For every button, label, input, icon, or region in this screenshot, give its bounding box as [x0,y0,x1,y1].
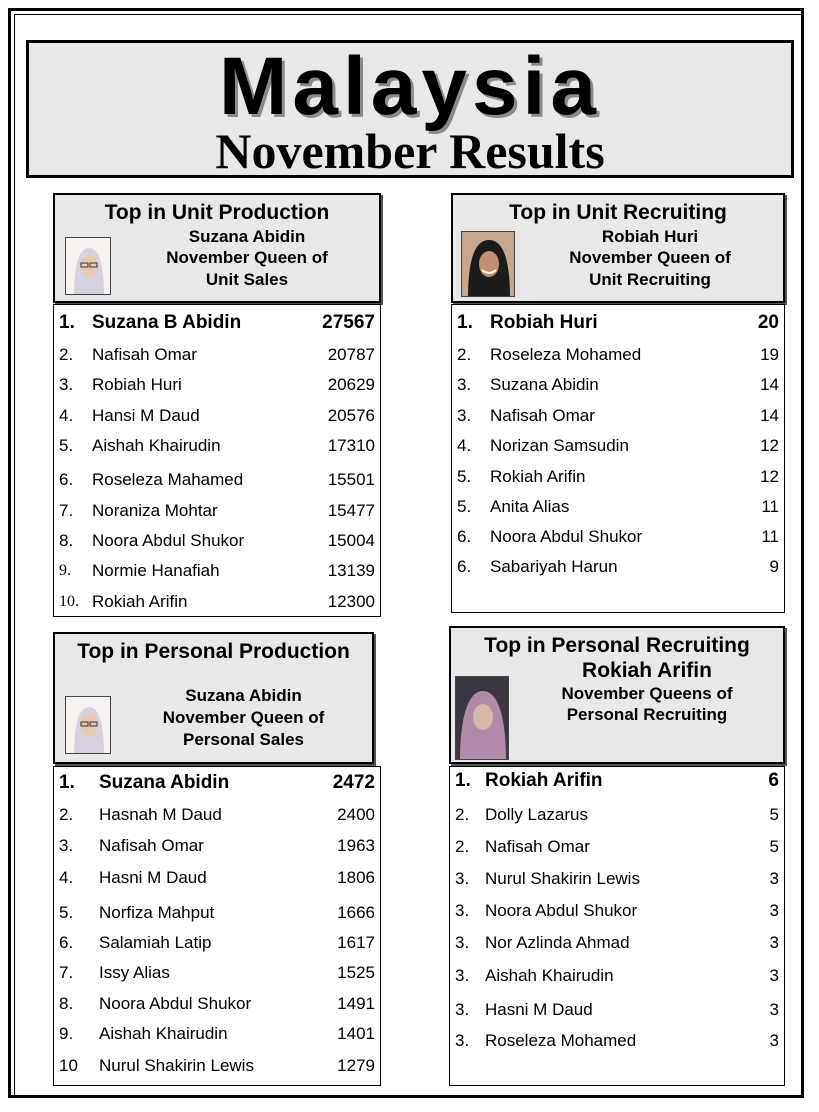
personal-recruiting-award-line1: November Queens of [561,684,733,703]
unit-production-list [53,304,381,617]
rank: 3. [59,375,74,394]
member-name: Nor Azlinda Ahmad [485,933,630,952]
member-name: Noora Abdul Shukor [92,531,245,550]
score-value: 3 [769,869,779,888]
rank: 8. [59,994,74,1013]
rank: 2. [59,805,74,824]
list-item [54,310,380,336]
score-value: 15501 [327,470,375,489]
member-name: Rokiah Arifin [92,592,188,611]
score-value: 20629 [327,375,375,394]
member-name: Noraniza Mohtar [92,501,218,520]
member-name: Aishah Khairudin [99,1024,228,1043]
member-name: Suzana Abidin [99,772,230,793]
winner-photo [455,676,509,760]
score-value: 12300 [327,592,375,611]
score-value: 1617 [337,933,375,952]
rank: 3. [455,1031,470,1050]
score-value: 5 [769,837,779,856]
list-item [452,342,784,368]
list-item [54,342,380,368]
list-item [452,433,784,459]
member-name: Roseleza Mohamed [485,1031,637,1050]
unit-recruiting-award-line2: Unit Recruiting [589,270,711,289]
score-value: 1963 [337,836,375,855]
list-item [450,802,784,828]
rank: 9. [59,1024,74,1043]
score-value: 17310 [327,436,375,455]
rank: 5. [457,497,472,516]
score-value: 27567 [322,312,375,333]
rank: 10 [59,1056,78,1075]
list-item [54,865,380,891]
score-value: 1525 [337,963,375,982]
rank: 1. [59,312,75,333]
score-value: 3 [769,1031,779,1050]
rank: 6. [457,557,472,576]
winner-photo [461,231,515,297]
member-name: Roseleza Mohamed [490,345,642,364]
member-name: Normie Hanafiah [92,561,220,580]
score-value: 15004 [327,531,375,550]
list-item [452,464,784,490]
list-item [54,802,380,828]
rank: 2. [455,805,470,824]
member-name: Dolly Lazarus [485,805,588,824]
score-value: 1279 [337,1056,375,1075]
score-value: 2400 [337,805,375,824]
score-value: 20787 [327,345,375,364]
list-item [54,467,380,493]
list-item [452,494,784,520]
score-value: 1806 [337,868,375,887]
member-name: Salamiah Latip [99,933,212,952]
personal-production-award-line2: Personal Sales [183,730,304,749]
unit-recruiting-list [451,304,785,613]
list-item [54,991,380,1017]
member-name: Suzana B Abidin [92,312,242,333]
rank: 8. [59,531,74,550]
member-name: Norfiza Mahput [99,903,215,922]
unit-recruiting-heading: Top in Unit Recruiting [509,201,727,224]
member-name: Nafisah Omar [485,837,590,856]
rank: 4. [59,406,74,425]
list-item [54,900,380,926]
rank: 5. [457,467,472,486]
personal-recruiting-header [449,626,785,764]
unit-production-winner: Suzana Abidin [188,227,306,246]
member-name: Noora Abdul Shukor [490,527,643,546]
winner-photo [65,237,111,295]
unit-recruiting-award-line1: November Queen of [569,248,731,267]
list-item [450,963,784,989]
list-item [54,528,380,554]
list-item [452,310,784,336]
score-value: 2472 [332,772,375,793]
title-banner [26,40,794,178]
score-value: 1491 [337,994,375,1013]
list-item [450,997,784,1023]
rank: 10. [59,593,79,610]
score-value: 20 [757,312,779,333]
rank: 4. [457,436,472,455]
rank: 4. [59,868,74,887]
list-item [54,1021,380,1047]
page-title: Malaysia [219,41,601,132]
rank: 7. [59,963,74,982]
list-item [450,1028,784,1054]
winner-photo [65,696,111,754]
score-value: 3 [769,1000,779,1019]
rank: 5. [59,436,74,455]
score-value: 11 [761,527,779,546]
personal-production-heading: Top in Personal Production [77,640,350,663]
rank: 2. [59,345,74,364]
member-name: Issy Alias [99,963,170,982]
member-name: Robiah Huri [92,375,182,394]
list-item [54,558,380,584]
list-item [452,554,784,580]
personal-production-winner: Suzana Abidin [185,686,302,705]
list-item [450,930,784,956]
score-value: 6 [768,770,779,791]
unit-production-header [53,193,381,303]
rank: 7. [59,501,74,520]
score-value: 3 [769,933,779,952]
unit-recruiting-header [451,193,785,303]
member-name: Nafisah Omar [92,345,197,364]
member-name: Nurul Shakirin Lewis [99,1056,254,1075]
member-name: Aishah Khairudin [92,436,221,455]
score-value: 20576 [327,406,375,425]
unit-recruiting-winner: Robiah Huri [601,227,699,246]
list-item [54,403,380,429]
member-name: Aishah Khairudin [485,966,614,985]
personal-production-award-line1: November Queen of [162,708,325,727]
score-value: 14 [760,406,779,425]
rank: 2. [455,837,470,856]
list-item [54,770,380,796]
member-name: Sabariyah Harun [490,557,618,576]
rank: 1. [455,770,471,791]
list-item [450,768,784,794]
member-name: Suzana Abidin [490,375,599,394]
rank: 3. [59,836,74,855]
member-name: Hansi M Daud [92,406,200,425]
list-item [54,589,380,615]
list-item [450,898,784,924]
member-name: Robiah Huri [490,312,598,333]
rank: 3. [455,1000,470,1019]
score-value: 14 [760,375,779,394]
rank: 3. [455,966,470,985]
rank: 1. [59,772,75,793]
unit-production-award-line2: Unit Sales [205,270,289,289]
member-name: Noora Abdul Shukor [485,901,638,920]
score-value: 1401 [337,1024,375,1043]
list-item [54,960,380,986]
rank: 3. [455,933,470,952]
personal-recruiting-list [449,766,785,1086]
score-value: 3 [769,966,779,985]
rank: 6. [59,470,74,489]
unit-production-heading: Top in Unit Production [104,201,330,224]
personal-recruiting-award-line2: Personal Recruiting [566,705,728,724]
member-name: Norizan Samsudin [490,436,629,455]
list-item [54,833,380,859]
rank: 9. [59,562,71,579]
rank: 5. [59,903,74,922]
score-value: 3 [769,901,779,920]
member-name: Roseleza Mahamed [92,470,244,489]
member-name: Nurul Shakirin Lewis [485,869,640,888]
list-item [452,524,784,550]
rank: 3. [455,869,470,888]
score-value: 15477 [327,501,375,520]
member-name: Noora Abdul Shukor [99,994,252,1013]
rank: 1. [457,312,473,333]
rank: 3. [457,375,472,394]
personal-recruiting-heading: Top in Personal Recruiting [484,634,750,657]
rank: 6. [457,527,472,546]
personal-production-header [53,632,374,764]
score-value: 5 [769,805,779,824]
list-item [54,930,380,956]
member-name: Nafisah Omar [99,836,204,855]
rank: 6. [59,933,74,952]
score-value: 19 [760,345,779,364]
score-value: 11 [761,497,779,516]
rank: 3. [455,901,470,920]
list-item [450,866,784,892]
list-item [452,372,784,398]
member-name: Nafisah Omar [490,406,595,425]
member-name: Rokiah Arifin [485,770,603,791]
member-name: Hasni M Daud [485,1000,593,1019]
score-value: 9 [769,557,779,576]
score-value: 12 [760,436,779,455]
member-name: Anita Alias [490,497,570,516]
score-value: 1666 [337,903,375,922]
member-name: Hasni M Daud [99,868,207,887]
member-name: Hasnah M Daud [99,805,222,824]
score-value: 12 [760,467,779,486]
rank: 3. [457,406,472,425]
score-value: 13139 [327,561,375,580]
unit-production-award-line1: November Queen of [166,248,328,267]
list-item [54,372,380,398]
list-item [450,834,784,860]
member-name: Rokiah Arifin [490,467,586,486]
list-item [54,433,380,459]
list-item [54,1053,380,1079]
personal-production-list [53,766,381,1086]
list-item [452,403,784,429]
rank: 2. [457,345,472,364]
personal-recruiting-winner: Rokiah Arifin [582,659,712,682]
page-subtitle: November Results [215,123,605,179]
list-item [54,498,380,524]
